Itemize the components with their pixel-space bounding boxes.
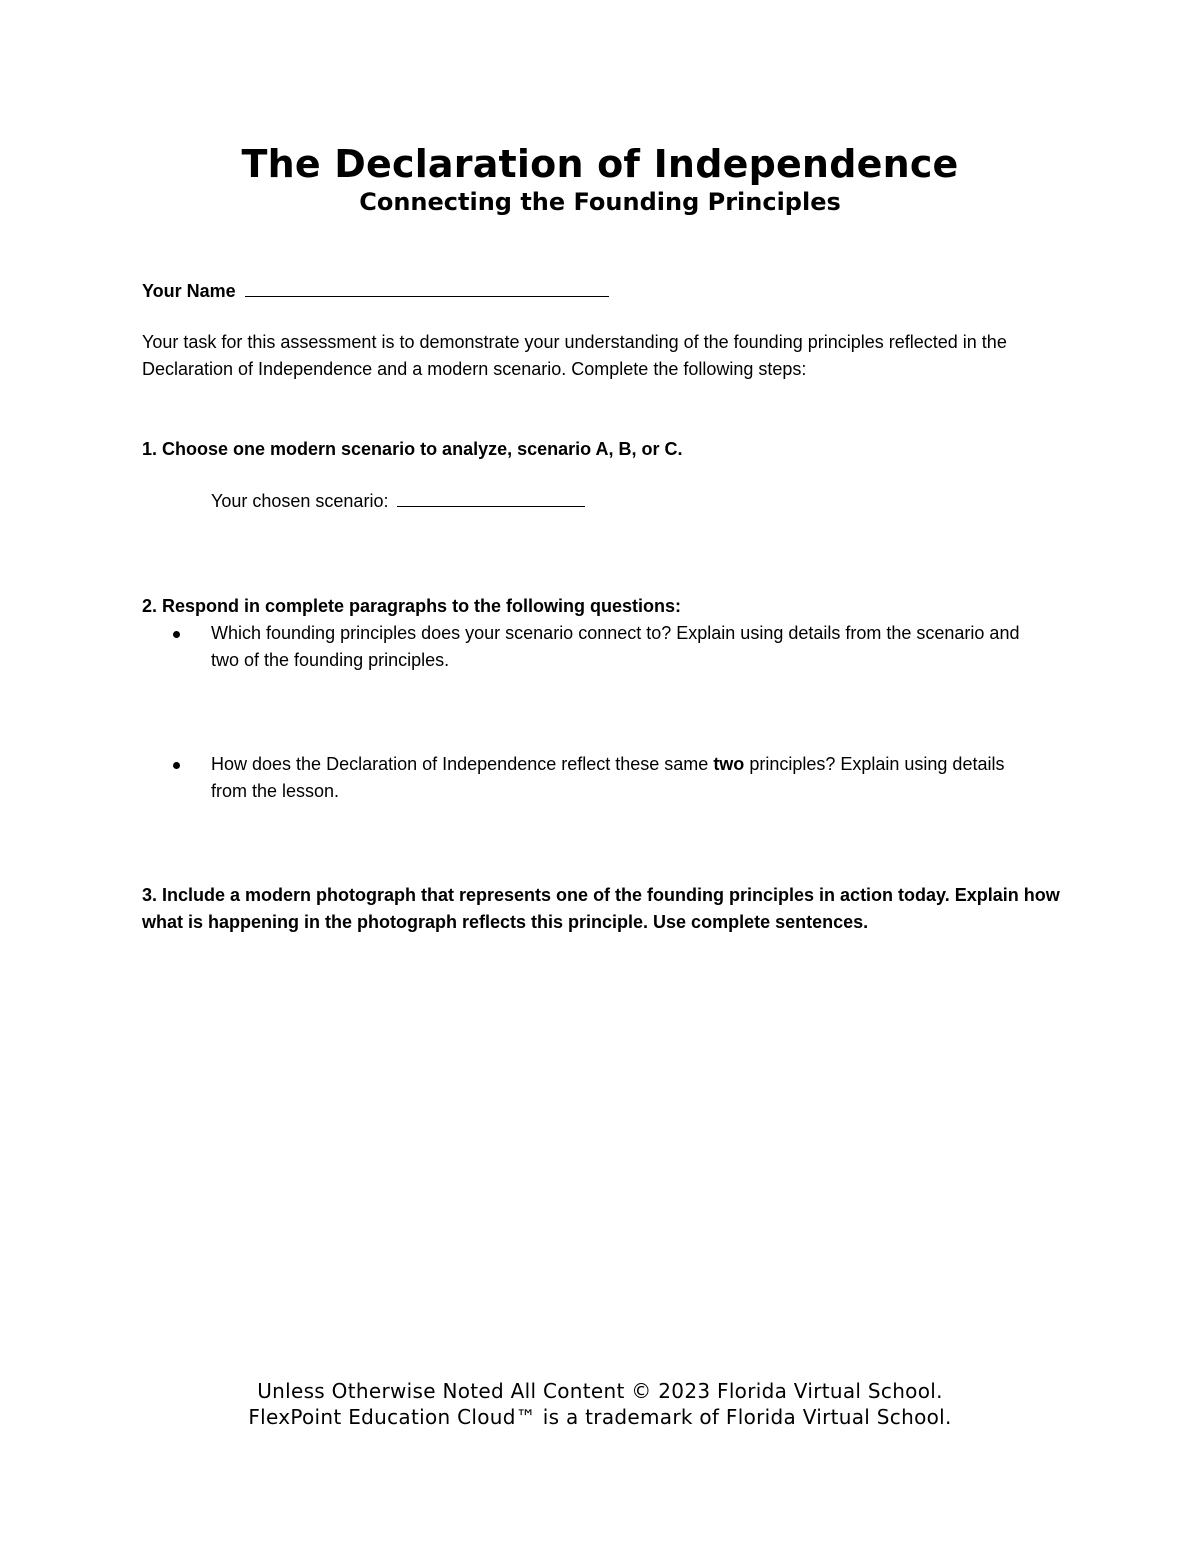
question-bullet-1-text: Which founding principles does your scenario connect to? Explain using details from the scenario and two of the founding principles. [211,623,1020,670]
document-title: The Declaration of Independence [241,142,959,186]
intro-paragraph: Your task for this assessment is to demonstrate your understanding of the founding principles reflected in the Declaration of Independence and a modern scenario. Complete the following steps: [142,332,1007,379]
chosen-scenario-blank-field[interactable] [397,488,585,507]
document-subtitle: Connecting the Founding Principles [359,188,841,216]
step-2-heading: 2. Respond in complete paragraphs to the following questions: [142,596,682,616]
footer-trademark: FlexPoint Education Cloud™ is a trademark of Florida Virtual School. [248,1405,952,1429]
footer-copyright: Unless Otherwise Noted All Content © 2023 Florida Virtual School. [257,1379,943,1403]
step-3-heading: 3. Include a modern photograph that represents one of the founding principles in action today. Explain how what is happening in the photograph reflects this principle. Use complete sentences. [142,885,1060,932]
chosen-scenario-row [211,488,585,515]
question-bullet-1 [211,620,1031,674]
bullet-dot-icon [173,631,180,638]
name-blank-field[interactable] [245,278,609,297]
question-bullet-2 [211,751,1031,805]
name-row [142,278,609,305]
bullet-dot-icon [173,762,180,769]
name-label: Your Name [142,281,236,301]
question-bullet-2-bold: two [713,754,745,774]
chosen-scenario-label: Your chosen scenario: [211,491,389,511]
footer [0,1378,1200,1430]
question-bullet-2-text-start: How does the Declaration of Independence reflect these same [211,754,714,774]
question-bullet-2-text-end: principles? Explain using details from the lesson. [211,754,1005,801]
step-1-heading: 1. Choose one modern scenario to analyze, scenario A, B, or C. [142,439,683,459]
